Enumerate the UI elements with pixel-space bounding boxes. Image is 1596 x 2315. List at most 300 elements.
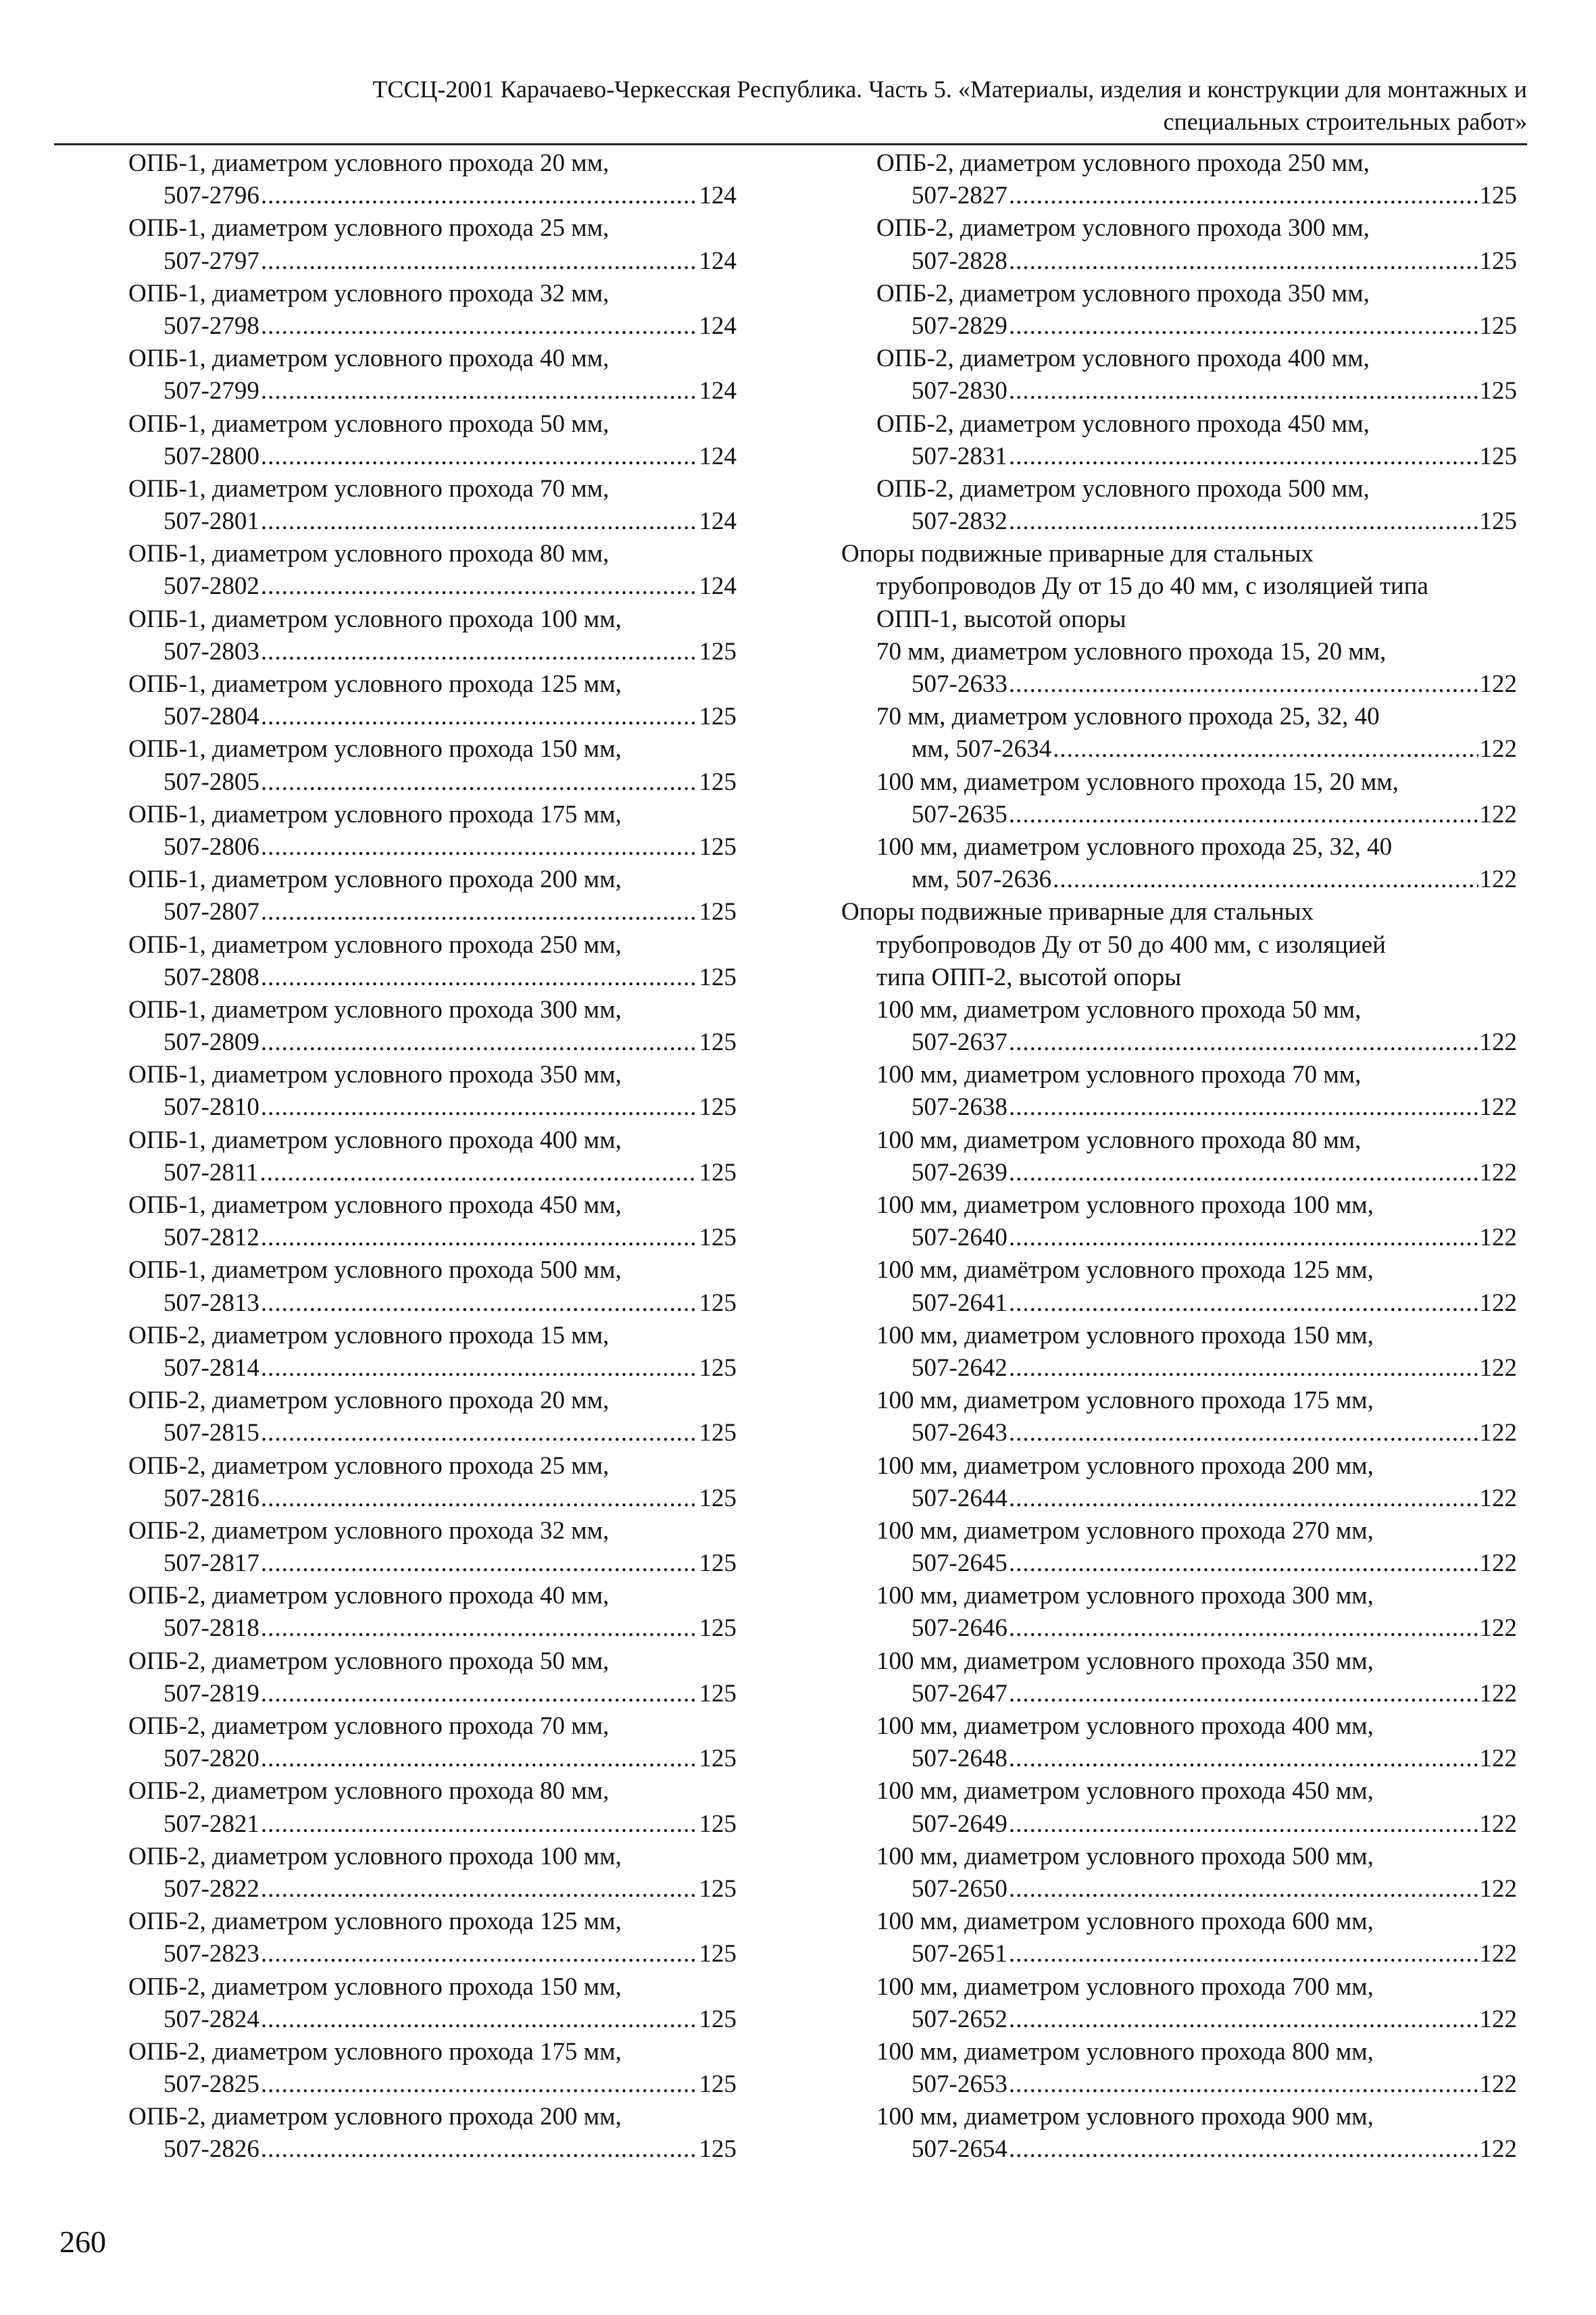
dot-leader [261,1808,698,1841]
index-entry-code: 507-2828 [912,247,1007,275]
index-entry-title: ОПБ-2, диаметром условного прохода 300 мм, [876,214,1370,243]
dot-leader [261,505,698,538]
index-entry-page: 125 [699,898,737,926]
index-entry-title: ОПБ-2, диаметром условного прохода 175 мм, [128,2037,622,2066]
index-entry-reference [841,1222,1517,1254]
dot-leader [1009,1743,1478,1775]
index-entry-code: 507-2806 [164,832,259,861]
index-entry-title: ОПБ-2, диаметром условного прохода 40 мм, [128,1582,609,1610]
dot-leader [1009,2133,1478,2166]
index-entry-reference [841,180,1517,212]
index-entry-page: 125 [699,1224,737,1252]
dot-leader [261,1938,698,1970]
page-number: 260 [59,2224,106,2259]
index-entry-title: ОПБ-2, диаметром условного прохода 32 мм, [128,1516,609,1545]
index-entry-code: 507-2648 [912,1745,1007,1773]
index-entry-page: 122 [1479,1093,1517,1122]
index-entry-title: ОПБ-1, диаметром условного прохода 350 мм, [128,1061,622,1089]
dot-leader [1009,1873,1478,1906]
dot-leader [261,245,698,278]
index-entry-reference [841,2003,1517,2036]
index-entry-code: 507-2818 [164,1614,259,1643]
dot-leader [1009,1612,1478,1645]
index-entry-title: 100 мм, диаметром условного прохода 800 мм, [876,2037,1374,2066]
dot-leader [261,636,698,668]
index-entry-page: 122 [1479,2135,1517,2164]
dot-leader [261,1352,698,1385]
dot-leader [259,1157,697,1189]
index-entry-page: 125 [699,832,737,861]
index-entry-title: ОПБ-1, диаметром условного прохода 50 мм, [128,409,609,438]
index-entry-page: 125 [699,2070,737,2099]
index-entry-reference [841,1808,1517,1841]
index-entry-title: ОПБ-1, диаметром условного прохода 80 мм, [128,540,609,568]
dot-leader [261,1873,698,1906]
index-entry-code: 507-2830 [912,377,1007,405]
index-entry-code: 507-2650 [912,1874,1007,1903]
index-entry-page: 122 [1479,1745,1517,1773]
index-entry-page: 125 [1479,507,1517,536]
index-entry-page: 122 [1479,1614,1517,1643]
index-entry-reference [841,1612,1517,1645]
index-entry-code: 507-2651 [912,1940,1007,1968]
index-entry-code: 507-2796 [164,182,259,210]
index-entry-page: 124 [699,572,737,601]
index-entry-page: 122 [1479,1028,1517,1057]
dot-leader [1009,1678,1478,1710]
index-entry-code: 507-2832 [912,507,1007,536]
index-entry-reference [841,668,1517,701]
index-column-left [128,147,737,2166]
index-entry-page: 122 [1479,670,1517,698]
index-entry-reference [128,1222,737,1254]
dot-leader [261,766,698,799]
running-header [54,73,1527,138]
index-entry-title: ОПБ-1, диаметром условного прохода 300 мм, [128,995,622,1024]
index-entry-page: 125 [699,1158,737,1187]
index-entry-code: 507-2638 [912,1093,1007,1122]
index-entry-reference [841,375,1517,407]
index-entry-title: 100 мм, диаметром условного прохода 300 мм, [876,1582,1374,1610]
index-entry-code: 507-2652 [912,2005,1007,2033]
index-entry-page: 125 [699,963,737,991]
index-entry-title: ОПБ-2, диаметром условного прохода 125 мм, [128,1908,622,1936]
index-entry-page: 122 [1479,1289,1517,1317]
index-entry-page: 125 [699,637,737,666]
index-entry-code: 507-2819 [164,1679,259,1708]
index-entry-title: 100 мм, диаметром условного прохода 150 мм, [876,1321,1374,1349]
index-entry-title: ОПБ-2, диаметром условного прохода 350 мм, [876,279,1370,307]
index-entry-code: 507-2653 [912,2070,1007,2099]
index-entry-code: 507-2654 [912,2135,1007,2164]
index-entry-code: 507-2829 [912,312,1007,340]
index-entry-title: ОПБ-1, диаметром условного прохода 70 мм, [128,474,609,503]
dot-leader [1009,2003,1478,2036]
dot-leader [1009,1026,1478,1059]
index-entry-reference [128,310,737,343]
index-entry-code: 507-2812 [164,1224,259,1252]
index-entry-page: 125 [699,1028,737,1057]
index-entry-reference [841,1873,1517,1906]
index-entry-code: 507-2811 [164,1158,259,1187]
index-entry-page: 125 [699,1484,737,1512]
group-heading-line: Опоры подвижные приварные для стальных [841,540,1314,568]
dot-leader [261,441,698,473]
index-entry-reference [841,2068,1517,2101]
index-entry-code: 507-2803 [164,637,259,666]
index-entry-reference [841,733,1517,766]
index-entry-title: ОПБ-2, диаметром условного прохода 100 мм, [128,1842,622,1870]
index-entry-code: 507-2809 [164,1028,259,1057]
index-entry-title: ОПБ-1, диаметром условного прохода 125 мм, [128,670,622,698]
dot-leader [1009,1222,1478,1254]
index-entry-page: 124 [699,182,737,210]
index-entry-page: 125 [1479,377,1517,405]
index-entry-title: ОПБ-1, диаметром условного прохода 40 мм, [128,345,609,373]
index-entry-reference [128,245,737,278]
index-entry-reference [128,1938,737,1970]
index-entry-code: 507-2815 [164,1419,259,1447]
index-entry-code: 507-2637 [912,1028,1007,1057]
index-entry-page: 125 [699,1614,737,1643]
dot-leader [261,1547,698,1580]
index-entry-reference [128,1808,737,1841]
index-entry-code: 507-2647 [912,1679,1007,1708]
index-entry-page: 125 [1479,312,1517,340]
index-entry-title: ОПБ-1, диаметром условного прохода 150 мм, [128,735,622,764]
dot-leader [261,2068,698,2101]
index-entry-reference [841,1417,1517,1449]
index-entry-code: 507-2804 [164,703,259,731]
index-entry-page: 125 [1479,442,1517,470]
index-entry-title: 100 мм, диаметром условного прохода 70 мм, [876,1061,1362,1089]
index-entry-reference [841,310,1517,343]
index-entry-page: 122 [1479,735,1517,764]
index-entry-reference [841,441,1517,473]
index-entry-reference [128,1026,737,1059]
group-heading-line: трубопроводов Ду от 50 до 400 мм, с изоляцией [876,930,1386,959]
index-entry-reference [128,1612,737,1645]
index-entry-reference [128,766,737,799]
index-entry-reference [128,1287,737,1320]
index-entry-code: 507-2820 [164,1745,259,1773]
index-entry-code: 507-2641 [912,1289,1007,1317]
dot-leader [261,180,698,212]
index-entry-page: 125 [699,768,737,796]
index-entry-title: 70 мм, диаметром условного прохода 15, 20 мм, [876,637,1387,666]
dot-leader [261,1483,698,1515]
dot-leader [261,1091,698,1124]
group-heading-line: ОПП-1, высотой опоры [876,605,1126,633]
index-entry-title: ОПБ-2, диаметром условного прохода 80 мм, [128,1777,609,1806]
index-entry-page: 125 [699,1419,737,1447]
index-entry-page: 124 [699,312,737,340]
index-entry-page: 122 [1479,2005,1517,2033]
index-entry-code: 507-2816 [164,1484,259,1512]
index-entry-page: 122 [1479,1484,1517,1512]
index-entry-code: 507-2633 [912,670,1007,698]
index-entry-page: 125 [699,1679,737,1708]
index-entry-page: 125 [699,1745,737,1773]
index-entry-code: 507-2645 [912,1549,1007,1578]
index-entry-reference [128,962,737,994]
index-entry-page: 122 [1479,1940,1517,1968]
index-entry-code: 507-2644 [912,1484,1007,1512]
group-heading-line: трубопроводов Ду от 15 до 40 мм, с изоляцией типа [876,572,1428,601]
index-entry-code: 507-2635 [912,800,1007,828]
index-entry-title: 100 мм, диаметром условного прохода 700 мм, [876,1972,1374,2001]
dot-leader [1009,441,1478,473]
dot-leader [1009,310,1478,343]
index-entry-title: ОПБ-2, диаметром условного прохода 400 мм, [876,345,1370,373]
dot-leader [261,570,698,603]
index-entry-title: 100 мм, диаметром условного прохода 600 мм, [876,1908,1374,1936]
index-entry-page: 122 [1479,1419,1517,1447]
index-entry-code: 507-2799 [164,377,259,405]
index-entry-title: ОПБ-1, диаметром условного прохода 175 мм, [128,800,622,828]
dot-leader [261,375,698,407]
index-entry-title: ОПБ-2, диаметром условного прохода 500 мм, [876,474,1370,503]
index-entry-reference [841,1026,1517,1059]
index-entry-code: мм, 507-2636 [912,866,1052,894]
dot-leader [1009,1808,1478,1841]
index-entry-reference [128,2003,737,2036]
index-entry-page: 122 [1479,800,1517,828]
index-entry-page: 125 [699,1810,737,1838]
index-entry-reference [841,864,1517,896]
index-entry-page: 122 [1479,1810,1517,1838]
index-entry-title: ОПБ-1, диаметром условного прохода 32 мм, [128,279,609,307]
index-entry-title: 100 мм, диаметром условного прохода 50 мм, [876,995,1362,1024]
dot-leader [1009,505,1478,538]
dot-leader [261,962,698,994]
index-entry-page: 122 [1479,2070,1517,2099]
index-entry-code: 507-2798 [164,312,259,340]
index-entry-title: 70 мм, диаметром условного прохода 25, 32, 40 [876,703,1380,731]
index-entry-reference [128,636,737,668]
index-entry-page: 125 [1479,182,1517,210]
index-entry-page: 125 [699,2135,737,2164]
index-entry-title: ОПБ-1, диаметром условного прохода 200 мм, [128,866,622,894]
header-rule [54,143,1527,145]
dot-leader [1009,375,1478,407]
index-entry-reference [128,1547,737,1580]
index-entry-title: ОПБ-2, диаметром условного прохода 25 мм, [128,1451,609,1480]
index-entry-code: 507-2827 [912,182,1007,210]
dot-leader [1009,245,1478,278]
index-entry-title: 100 мм, диаметром условного прохода 350 мм, [876,1647,1374,1675]
index-entry-page: 124 [699,442,737,470]
index-entry-reference [128,1873,737,1906]
index-entry-reference [841,505,1517,538]
index-entry-code: 507-2649 [912,1810,1007,1838]
index-entry-code: 507-2813 [164,1289,259,1317]
index-entry-reference [841,245,1517,278]
index-entry-page: 122 [1479,1158,1517,1187]
index-entry-page: 125 [699,1093,737,1122]
dot-leader [1009,180,1478,212]
dot-leader [261,1417,698,1449]
index-entry-reference [128,1157,737,1189]
index-entry-reference [841,1091,1517,1124]
index-entry-code: 507-2822 [164,1874,259,1903]
dot-leader [261,831,698,864]
index-entry-page: 125 [699,1289,737,1317]
index-entry-reference [128,896,737,928]
index-entry-title: 100 мм, диамётром условного прохода 125 мм, [876,1256,1374,1285]
index-entry-page: 124 [699,507,737,536]
index-entry-page: 122 [1479,866,1517,894]
group-heading-line: типа ОПП-2, высотой опоры [876,963,1182,991]
index-entry-reference [128,1352,737,1385]
index-entry-code: 507-2800 [164,442,259,470]
index-entry-reference [128,1417,737,1449]
dot-leader [261,310,698,343]
dot-leader [261,1612,698,1645]
index-entry-reference [128,570,737,603]
index-entry-code: 507-2831 [912,442,1007,470]
index-entry-reference [841,1352,1517,1385]
index-entry-reference [841,1743,1517,1775]
index-entry-reference [128,441,737,473]
index-entry-reference [128,2133,737,2166]
index-entry-code: 507-2646 [912,1614,1007,1643]
running-header-line-2: специальных строительных работ» [1163,108,1527,135]
index-entry-code: 507-2814 [164,1353,259,1382]
index-entry-title: ОПБ-1, диаметром условного прохода 500 мм, [128,1256,622,1285]
index-entry-page: 125 [1479,247,1517,275]
index-entry-title: ОПБ-1, диаметром условного прохода 25 мм, [128,214,609,243]
index-entry-page: 124 [699,247,737,275]
dot-leader [261,1026,698,1059]
index-entry-code: 507-2801 [164,507,259,536]
index-entry-page: 122 [1479,1679,1517,1708]
index-entry-reference [841,1678,1517,1710]
index-entry-title: 100 мм, диаметром условного прохода 400 мм, [876,1712,1374,1740]
index-entry-reference [128,375,737,407]
index-entry-page: 122 [1479,1874,1517,1903]
index-entry-code: 507-2810 [164,1093,259,1122]
dot-leader [1009,1287,1478,1320]
index-entry-reference [841,799,1517,831]
index-entry-reference [128,1743,737,1775]
index-entry-title: ОПБ-2, диаметром условного прохода 250 мм, [876,149,1370,177]
index-entry-title: ОПБ-2, диаметром условного прохода 200 мм, [128,2103,622,2131]
dot-leader [261,1287,698,1320]
index-entry-code: 507-2817 [164,1549,259,1578]
index-entry-code: 507-2807 [164,898,259,926]
index-entry-title: ОПБ-1, диаметром условного прохода 400 мм, [128,1126,622,1154]
index-entry-code: 507-2643 [912,1419,1007,1447]
dot-leader [1009,1483,1478,1515]
index-entry-code: 507-2808 [164,963,259,991]
dot-leader [261,1222,698,1254]
index-entry-reference [841,1547,1517,1580]
index-entry-page: 125 [699,2005,737,2033]
dot-leader [1009,2068,1478,2101]
index-entry-title: ОПБ-2, диаметром условного прохода 450 мм, [876,409,1370,438]
index-entry-reference [128,831,737,864]
index-entry-title: ОПБ-1, диаметром условного прохода 450 мм, [128,1191,622,1219]
dot-leader [1009,1417,1478,1449]
index-entry-code: 507-2640 [912,1224,1007,1252]
dot-leader [1009,1157,1478,1189]
index-entry-code: 507-2823 [164,1940,259,1968]
index-entry-reference [841,1938,1517,1970]
group-heading-line: Опоры подвижные приварные для стальных [841,898,1314,926]
index-entry-title: ОПБ-2, диаметром условного прохода 70 мм, [128,1712,609,1740]
index-entry-title: ОПБ-1, диаметром условного прохода 100 мм, [128,605,622,633]
index-entry-page: 122 [1479,1353,1517,1382]
dot-leader [261,701,698,733]
index-entry-code: 507-2797 [164,247,259,275]
index-entry-reference [841,1157,1517,1189]
running-header-line-1: ТССЦ-2001 Карачаево-Черкесская Республика. Часть 5. «Материалы, изделия и конструкции для монтажных и [372,76,1527,103]
index-entry-title: 100 мм, диаметром условного прохода 100 мм, [876,1191,1374,1219]
index-entry-title: 100 мм, диаметром условного прохода 200 мм, [876,1451,1374,1480]
index-entry-title: ОПБ-1, диаметром условного прохода 20 мм, [128,149,609,177]
index-entry-page: 122 [1479,1549,1517,1578]
index-entry-title: ОПБ-2, диаметром условного прохода 50 мм, [128,1647,609,1675]
index-entry-page: 122 [1479,1224,1517,1252]
index-entry-page: 125 [699,703,737,731]
index-entry-title: 100 мм, диаметром условного прохода 15, 20 мм, [876,768,1399,796]
index-entry-title: ОПБ-2, диаметром условного прохода 150 мм, [128,1972,622,2001]
dot-leader [1053,864,1478,896]
dot-leader [1009,1938,1478,1970]
index-entry-reference [841,1483,1517,1515]
dot-leader [261,1743,698,1775]
index-entry-reference [128,701,737,733]
dot-leader [1009,1091,1478,1124]
index-entry-page: 124 [699,377,737,405]
dot-leader [261,2003,698,2036]
index-entry-code: 507-2639 [912,1158,1007,1187]
dot-leader [261,2133,698,2166]
dot-leader [1009,799,1478,831]
index-entry-code: 507-2642 [912,1353,1007,1382]
index-entry-code: 507-2824 [164,2005,259,2033]
index-entry-reference [128,2068,737,2101]
index-entry-reference [128,180,737,212]
index-entry-title: 100 мм, диаметром условного прохода 450 мм, [876,1777,1374,1806]
index-entry-page: 125 [699,1940,737,1968]
dot-leader [1009,1547,1478,1580]
index-entry-title: 100 мм, диаметром условного прохода 900 мм, [876,2103,1374,2131]
index-entry-code: 507-2805 [164,768,259,796]
index-entry-reference [841,2133,1517,2166]
index-entry-title: 100 мм, диаметром условного прохода 25, 32, 40 [876,832,1393,861]
index-entry-code: 507-2825 [164,2070,259,2099]
index-entry-title: 100 мм, диаметром условного прохода 80 мм, [876,1126,1362,1154]
index-entry-page: 125 [699,1549,737,1578]
dot-leader [1009,1352,1478,1385]
index-entry-reference [841,1287,1517,1320]
index-entry-page: 125 [699,1353,737,1382]
index-entry-reference [128,1091,737,1124]
index-column-right [841,147,1517,2166]
dot-leader [1009,668,1478,701]
dot-leader [1053,733,1478,766]
index-entry-reference [128,1483,737,1515]
index-entry-title: 100 мм, диаметром условного прохода 500 мм, [876,1842,1374,1870]
index-entry-code: 507-2821 [164,1810,259,1838]
index-entry-code: мм, 507-2634 [912,735,1052,764]
index-entry-title: ОПБ-1, диаметром условного прохода 250 мм, [128,930,622,959]
index-entry-code: 507-2826 [164,2135,259,2164]
index-entry-title: ОПБ-2, диаметром условного прохода 15 мм, [128,1321,609,1349]
index-entry-reference [128,1678,737,1710]
